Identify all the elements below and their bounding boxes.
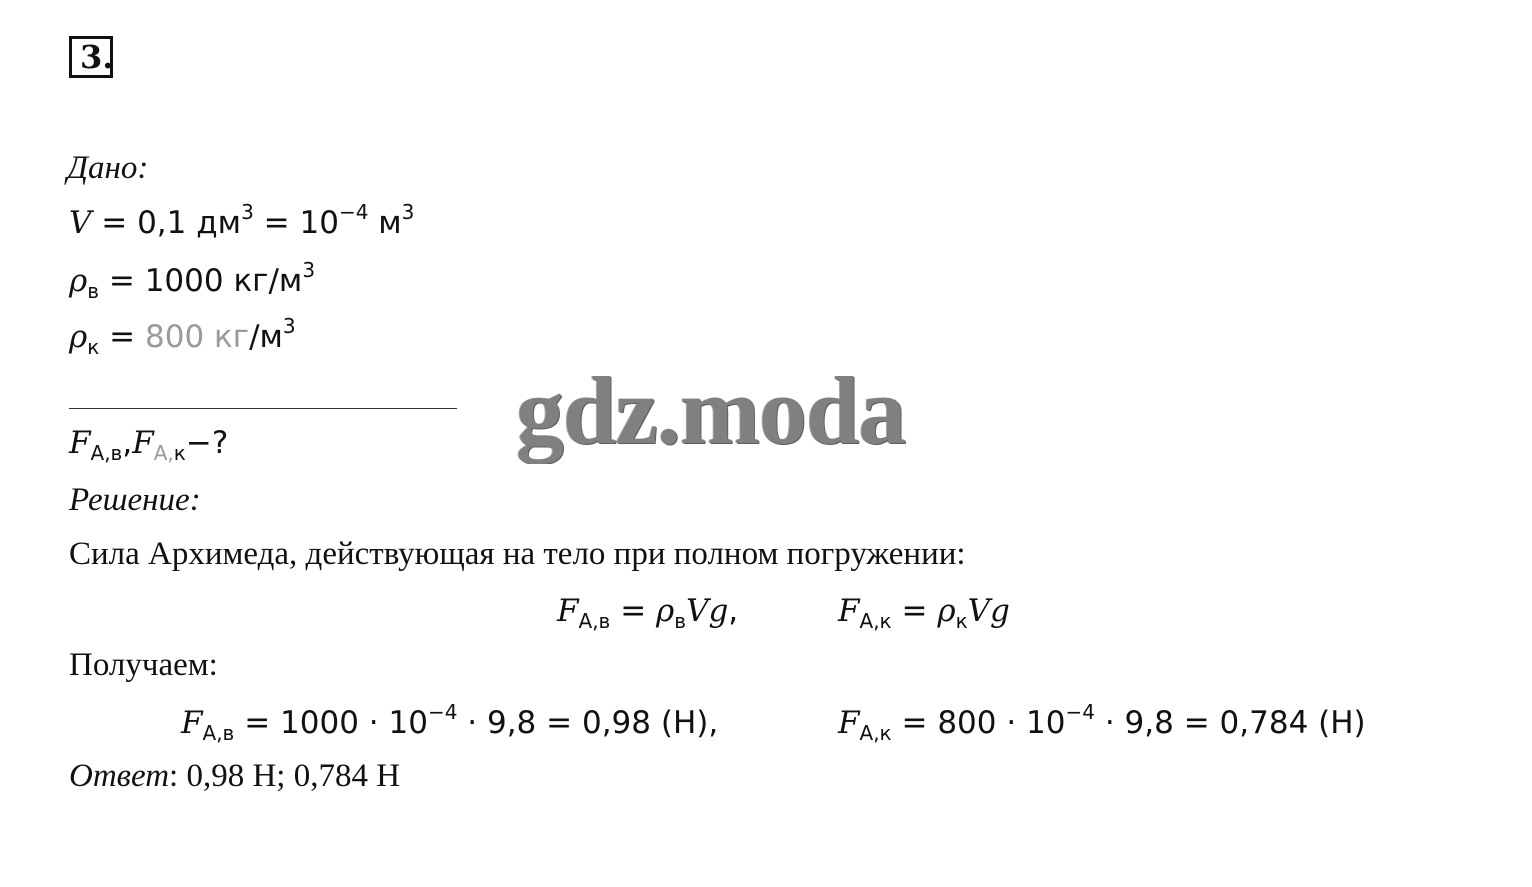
formula1	[557, 593, 738, 633]
find-f2-sub	[154, 441, 186, 465]
formula1-vg: Vg	[686, 593, 729, 629]
volume-exp3: 3	[401, 200, 415, 224]
given-rho-kerosene	[69, 314, 296, 359]
given-divider	[69, 408, 457, 409]
rho-kerosene-eq-b: /м	[249, 319, 283, 355]
rho-water-sub: в	[87, 279, 100, 303]
calc2-tail: · 9,8 = 0,784 (Н)	[1095, 705, 1366, 741]
calc2-eq: = 800 · 10	[891, 705, 1066, 741]
volume-mid: = 10	[253, 205, 339, 241]
force-symbol: F	[838, 593, 860, 629]
volume-eq: = 0,1 дм	[91, 205, 242, 241]
volume-symbol: V	[69, 205, 92, 241]
volume-exp1: 3	[241, 200, 254, 224]
formula2-vg: Vg	[967, 593, 1010, 629]
formula1-eq: =	[610, 593, 657, 629]
answer-line	[69, 758, 400, 795]
find-tail: −?	[185, 425, 229, 461]
force-symbol: F	[69, 425, 91, 461]
find-f1-sub: А,в	[90, 441, 123, 465]
rho-symbol: ρ	[937, 593, 956, 629]
solution-text2: Получаем:	[69, 647, 218, 683]
force-symbol: F	[132, 425, 154, 461]
formula1-rho-sub: в	[674, 609, 687, 633]
calc2-sub: А,к	[859, 721, 892, 745]
solution-heading: Решение:	[69, 482, 201, 518]
calc2	[838, 700, 1366, 745]
formula2-eq: =	[891, 593, 938, 629]
rho-kerosene-eq-a: =	[99, 319, 146, 355]
given-volume	[69, 200, 414, 241]
rho-kerosene-sub: к	[87, 335, 100, 359]
given-rho-water	[69, 258, 315, 303]
calc2-exp: −4	[1065, 700, 1095, 724]
calc1-eq: = 1000 · 10	[234, 705, 428, 741]
find-line	[69, 425, 228, 465]
force-symbol: F	[557, 593, 579, 629]
rho-kerosene-exp: 3	[282, 314, 296, 338]
volume-exp2: −4	[338, 200, 369, 224]
calc1-sub: А,в	[202, 721, 235, 745]
find-f2-sub-main: к	[173, 441, 186, 465]
formula2-sub: А,к	[859, 609, 892, 633]
formula2	[838, 593, 1010, 633]
formula2-rho-sub: к	[955, 609, 968, 633]
rho-kerosene-value: 800 кг	[145, 319, 250, 355]
given-heading: Дано:	[67, 150, 149, 186]
formula1-comma: ,	[728, 593, 739, 629]
watermark-logo: gdz.moda	[516, 357, 906, 464]
volume-tail: м	[368, 205, 402, 241]
solution-text1: Сила Архимеда, действующая на тело при полном погружении:	[69, 536, 966, 572]
formula1-sub: А,в	[578, 609, 611, 633]
calc1-tail: · 9,8 = 0,98 (Н),	[457, 705, 719, 741]
force-symbol: F	[838, 705, 860, 741]
find-sep: ,	[122, 425, 133, 461]
rho-water-eq: = 1000 кг/м	[99, 263, 303, 299]
calc1-exp: −4	[427, 700, 458, 724]
find-f2-sub-faded: А,	[153, 441, 174, 465]
answer-value: : 0,98 Н; 0,784 Н	[169, 758, 401, 794]
problem-number: 3.	[69, 36, 113, 78]
rho-symbol: ρ	[656, 593, 675, 629]
calc1	[181, 700, 718, 745]
rho-water-exp: 3	[302, 258, 316, 282]
rho-symbol: ρ	[69, 263, 88, 299]
answer-label: Ответ	[69, 758, 170, 794]
rho-symbol: ρ	[69, 319, 88, 355]
force-symbol: F	[181, 705, 203, 741]
